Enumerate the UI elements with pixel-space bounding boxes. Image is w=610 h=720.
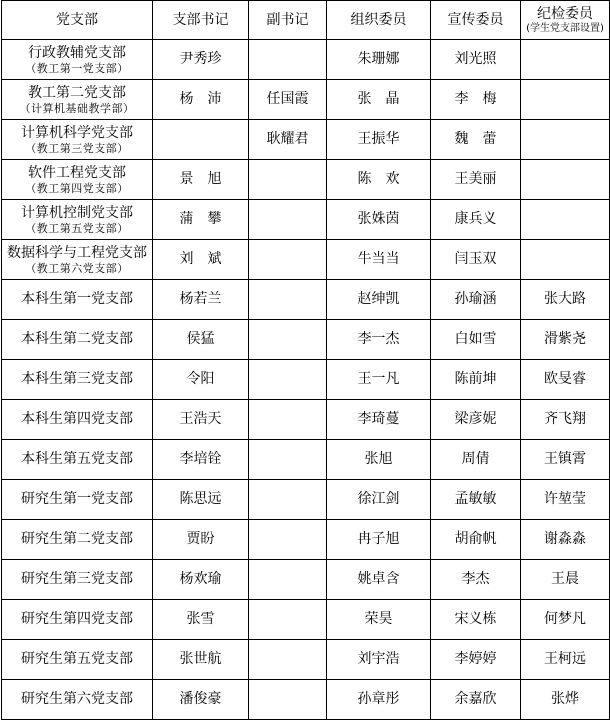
deputy-cell [249, 640, 327, 680]
deputy-cell [249, 40, 327, 80]
table-row [2, 40, 610, 80]
branch-name: 本科生第五党支部 [21, 451, 133, 467]
branch-cell [2, 240, 153, 280]
organization-cell: 赵绅凯 [327, 280, 431, 320]
discipline-cell: 滑紫尧 [521, 320, 610, 360]
branch-cell [2, 360, 153, 400]
organization-cell: 陈 欢 [327, 160, 431, 200]
discipline-cell: 齐飞翔 [521, 400, 610, 440]
discipline-cell: 王晨 [521, 560, 610, 600]
deputy-cell [249, 440, 327, 480]
table-header-row [2, 1, 610, 40]
publicity-cell: 孟敏敏 [431, 480, 521, 520]
branch-subtitle: （计算机基础教学部） [19, 101, 135, 115]
header-discipline-note: (学生党支部设置) [526, 22, 604, 34]
secretary-cell: 潘俊豪 [153, 680, 249, 720]
branch-name: 研究生第二党支部 [21, 531, 133, 547]
branch-name: 研究生第六党支部 [21, 691, 133, 707]
discipline-cell [521, 160, 610, 200]
branch-name: 研究生第五党支部 [21, 651, 133, 667]
organization-cell: 张 晶 [327, 80, 431, 120]
publicity-cell: 李婷婷 [431, 640, 521, 680]
branch-name: 研究生第四党支部 [21, 611, 133, 627]
branch-name: 研究生第一党支部 [21, 491, 133, 507]
deputy-cell [249, 600, 327, 640]
organization-cell: 王振华 [327, 120, 431, 160]
secretary-cell: 李培铨 [153, 440, 249, 480]
branch-cell [2, 80, 153, 120]
branch-cell [2, 400, 153, 440]
secretary-cell: 刘 斌 [153, 240, 249, 280]
deputy-cell [249, 280, 327, 320]
discipline-cell [521, 40, 610, 80]
branch-name: 行政教辅党支部 [28, 44, 126, 61]
publicity-cell: 周倩 [431, 440, 521, 480]
discipline-cell: 王镇霄 [521, 440, 610, 480]
branch-name: 本科生第一党支部 [21, 291, 133, 307]
organization-cell: 刘宇浩 [327, 640, 431, 680]
organization-cell: 李一杰 [327, 320, 431, 360]
deputy-cell [249, 160, 327, 200]
secretary-cell: 杨 沛 [153, 80, 249, 120]
branch-subtitle: （教工第三党支部） [25, 141, 129, 155]
discipline-cell: 许堃莹 [521, 480, 610, 520]
publicity-cell: 刘光照 [431, 40, 521, 80]
discipline-cell: 何梦凡 [521, 600, 610, 640]
header-publicity: 宣传委员 [431, 1, 521, 40]
branch-cell [2, 560, 153, 600]
table-row [2, 120, 610, 160]
discipline-cell: 张烨 [521, 680, 610, 720]
secretary-cell: 张雪 [153, 600, 249, 640]
table-row [2, 560, 610, 600]
secretary-cell: 杨欢瑜 [153, 560, 249, 600]
branch-name: 本科生第二党支部 [21, 331, 133, 347]
branch-cell [2, 520, 153, 560]
deputy-cell: 耿耀君 [249, 120, 327, 160]
deputy-cell [249, 200, 327, 240]
branch-cell [2, 480, 153, 520]
branch-cell [2, 600, 153, 640]
secretary-cell: 侯猛 [153, 320, 249, 360]
organization-cell: 王一凡 [327, 360, 431, 400]
publicity-cell: 王美丽 [431, 160, 521, 200]
branch-cell [2, 280, 153, 320]
table-row [2, 280, 610, 320]
table-row [2, 680, 610, 720]
publicity-cell: 魏 蕾 [431, 120, 521, 160]
organization-cell: 冉子旭 [327, 520, 431, 560]
organization-cell: 张姝茵 [327, 200, 431, 240]
header-discipline [521, 1, 610, 40]
secretary-cell: 王浩天 [153, 400, 249, 440]
table-row [2, 160, 610, 200]
discipline-cell [521, 200, 610, 240]
table-row [2, 80, 610, 120]
organization-cell: 徐江剑 [327, 480, 431, 520]
publicity-cell: 余嘉欣 [431, 680, 521, 720]
branch-cell [2, 640, 153, 680]
publicity-cell: 李 梅 [431, 80, 521, 120]
secretary-cell: 杨若兰 [153, 280, 249, 320]
header-secretary: 支部书记 [153, 1, 249, 40]
branch-cell [2, 40, 153, 80]
branch-subtitle: （教工第四党支部） [25, 181, 129, 195]
table-row [2, 200, 610, 240]
header-branch: 党支部 [2, 1, 153, 40]
table-row [2, 440, 610, 480]
publicity-cell: 陈前坤 [431, 360, 521, 400]
publicity-cell: 孙瑜涵 [431, 280, 521, 320]
deputy-cell [249, 360, 327, 400]
organization-cell: 张旭 [327, 440, 431, 480]
branch-committee-table [1, 0, 610, 720]
branch-name: 研究生第三党支部 [21, 571, 133, 587]
deputy-cell: 任国霞 [249, 80, 327, 120]
branch-subtitle: （教工第一党支部） [25, 61, 129, 75]
header-discipline-label: 纪检委员 [537, 5, 593, 22]
discipline-cell: 欧旻睿 [521, 360, 610, 400]
secretary-cell: 景 旭 [153, 160, 249, 200]
table-row [2, 240, 610, 280]
branch-name: 计算机控制党支部 [21, 204, 133, 221]
deputy-cell [249, 320, 327, 360]
publicity-cell: 梁彦妮 [431, 400, 521, 440]
publicity-cell: 白如雪 [431, 320, 521, 360]
deputy-cell [249, 480, 327, 520]
discipline-cell: 王柯远 [521, 640, 610, 680]
secretary-cell: 贾盼 [153, 520, 249, 560]
branch-cell [2, 440, 153, 480]
table-row [2, 360, 610, 400]
header-deputy: 副书记 [249, 1, 327, 40]
header-organization: 组织委员 [327, 1, 431, 40]
deputy-cell [249, 560, 327, 600]
organization-cell: 牛当当 [327, 240, 431, 280]
publicity-cell: 宋义栋 [431, 600, 521, 640]
discipline-cell [521, 240, 610, 280]
deputy-cell [249, 520, 327, 560]
discipline-cell [521, 120, 610, 160]
branch-cell [2, 200, 153, 240]
deputy-cell [249, 400, 327, 440]
secretary-cell: 尹秀珍 [153, 40, 249, 80]
branch-cell [2, 160, 153, 200]
branch-cell [2, 680, 153, 720]
publicity-cell: 胡俞帆 [431, 520, 521, 560]
table-row [2, 520, 610, 560]
discipline-cell [521, 80, 610, 120]
organization-cell: 姚卓含 [327, 560, 431, 600]
discipline-cell: 谢淼淼 [521, 520, 610, 560]
publicity-cell: 闫玉双 [431, 240, 521, 280]
table-row [2, 400, 610, 440]
table-row [2, 600, 610, 640]
branch-name: 本科生第四党支部 [21, 411, 133, 427]
publicity-cell: 康兵义 [431, 200, 521, 240]
branch-subtitle: （教工第六党支部） [25, 261, 129, 275]
secretary-cell [153, 120, 249, 160]
organization-cell: 李琦蔓 [327, 400, 431, 440]
table-row [2, 480, 610, 520]
table-row [2, 320, 610, 360]
discipline-cell: 张大路 [521, 280, 610, 320]
branch-cell [2, 320, 153, 360]
secretary-cell: 陈思远 [153, 480, 249, 520]
branch-name: 教工第二党支部 [28, 84, 126, 101]
branch-name: 本科生第三党支部 [21, 371, 133, 387]
deputy-cell [249, 680, 327, 720]
branch-subtitle: （教工第五党支部） [25, 221, 129, 235]
secretary-cell: 蒲 攀 [153, 200, 249, 240]
secretary-cell: 令阳 [153, 360, 249, 400]
deputy-cell [249, 240, 327, 280]
branch-name: 软件工程党支部 [28, 164, 126, 181]
branch-name: 数据科学与工程党支部 [7, 244, 147, 261]
publicity-cell: 李杰 [431, 560, 521, 600]
branch-name: 计算机科学党支部 [21, 124, 133, 141]
branch-cell [2, 120, 153, 160]
organization-cell: 朱珊娜 [327, 40, 431, 80]
table-row [2, 640, 610, 680]
secretary-cell: 张世航 [153, 640, 249, 680]
organization-cell: 荣昊 [327, 600, 431, 640]
organization-cell: 孙章彤 [327, 680, 431, 720]
